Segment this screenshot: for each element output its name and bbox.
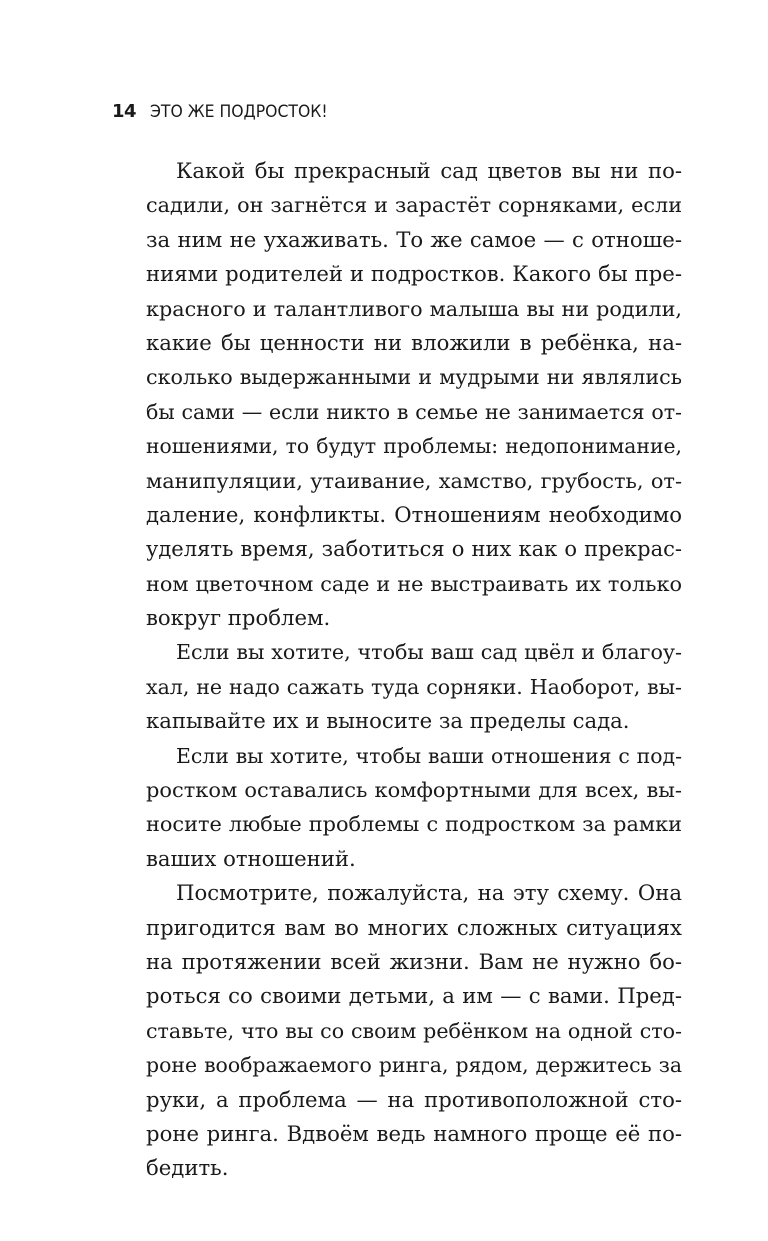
text-line: за ним не ухаживать. То же самое — с отноше- xyxy=(146,226,682,252)
paragraph-4 xyxy=(146,876,682,1186)
text-line: красного и талантливого малыша вы ни родили, xyxy=(146,296,682,321)
text-line: ваших отношений. xyxy=(146,845,356,871)
text-line: сколько выдержанными и мудрыми ни являлись xyxy=(146,365,682,390)
text-line: руки, а проблема — на противоположной сто- xyxy=(146,1086,682,1112)
text-line: носите любые проблемы с подростком за рамки xyxy=(146,812,682,837)
text-line: бы сами — если никто в семье не занимается от- xyxy=(146,399,682,424)
text-line: Посмотрите, пожалуйста, на эту схему. Она xyxy=(176,880,682,906)
text-line: роне воображаемого ринга, рядом, держитесь за xyxy=(146,1053,682,1078)
book-title: ЭТО ЖЕ ПОДРОСТОК! xyxy=(150,102,328,122)
text-line: бедить. xyxy=(146,1155,229,1181)
text-line: уделять время, заботиться о них как о прекрас- xyxy=(146,536,682,562)
paragraph-1 xyxy=(146,154,682,635)
body-text xyxy=(146,154,682,1186)
text-line: ставьте, что вы со своим ребёнком на одной сто- xyxy=(146,1018,682,1043)
text-line: ном цветочном саде и не выстраивать их только xyxy=(146,571,682,596)
text-line: Если вы хотите, чтобы ваш сад цвёл и благоу- xyxy=(176,640,682,665)
text-line: хал, не надо сажать туда сорняки. Наоборот, вы- xyxy=(146,674,682,699)
text-line: роне ринга. Вдвоём ведь намного проще её по- xyxy=(146,1120,682,1146)
text-line: Какой бы прекрасный сад цветов вы ни по- xyxy=(176,158,682,183)
text-line: ношениями, то будут проблемы: недопонимание, xyxy=(146,434,682,459)
text-line: на протяжении всей жизни. Вам не нужно бо- xyxy=(146,948,682,974)
paragraph-3 xyxy=(146,739,682,877)
running-head xyxy=(112,101,343,125)
paragraph-2 xyxy=(146,635,682,738)
text-line: даление, конфликты. Отношениям необходимо xyxy=(146,501,682,527)
text-line: ростком оставались комфортными для всех, вы- xyxy=(146,778,682,803)
text-line: пригодится вам во многих сложных ситуациях xyxy=(146,914,682,940)
text-line: вокруг проблем. xyxy=(146,605,331,631)
text-line: Если вы хотите, чтобы ваши отношения с под- xyxy=(176,743,682,768)
text-line: садили, он загнётся и зарастёт сорняками, если xyxy=(146,193,682,218)
text-line: капывайте их и выносите за пределы сада. xyxy=(146,708,630,734)
text-line: какие бы ценности ни вложили в ребёнка, на- xyxy=(146,329,682,355)
text-line: роться со своими детьми, а им — с вами. Пред- xyxy=(146,983,682,1009)
text-line: манипуляции, утаивание, хамство, грубость, от- xyxy=(146,468,682,493)
text-line: ниями родителей и подростков. Какого бы пре- xyxy=(146,261,682,287)
page-number: 14 xyxy=(112,101,137,122)
